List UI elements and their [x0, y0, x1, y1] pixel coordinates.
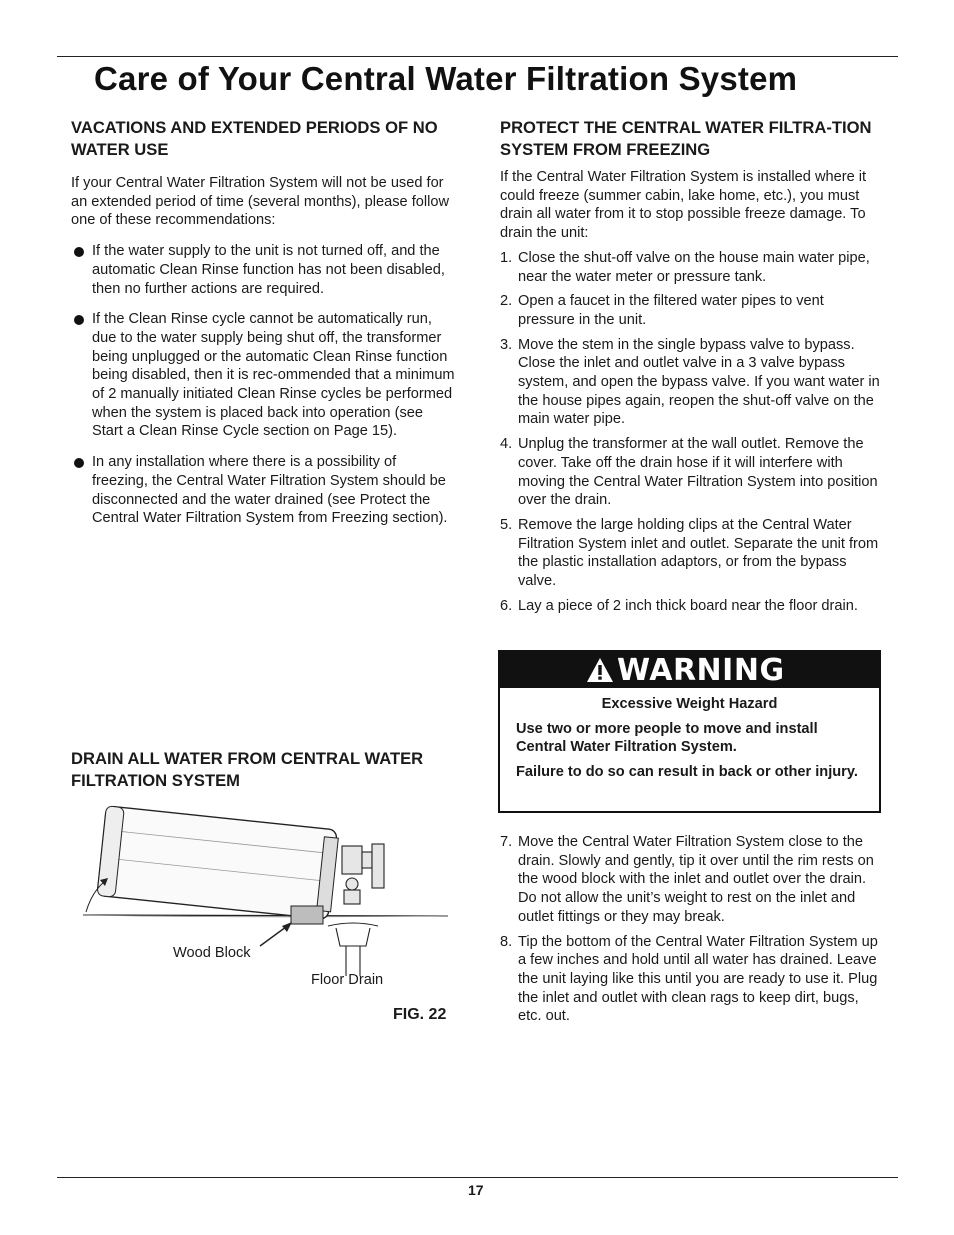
bullet-icon — [74, 315, 84, 325]
label-floor-drain: Floor Drain — [311, 972, 384, 988]
bottom-rule — [57, 1177, 898, 1178]
bullet-icon — [74, 458, 84, 468]
warning-line-1: Use two or more people to move and install Central Water Filtration System. — [516, 720, 818, 756]
list-item: In any installation where there is a possibility of freezing, the Central Water Filtration System should be disconnected and the water drained (see Protect the Central Water Filtration System from Freezing section). — [71, 453, 455, 528]
freezing-heading: PROTECT THE CENTRAL WATER FILTRA-TION SYSTEM FROM FREEZING — [500, 118, 872, 159]
vacations-bullet-list — [71, 242, 455, 528]
vacations-section — [71, 117, 455, 528]
label-wood-block: Wood Block — [173, 945, 251, 961]
warning-body — [500, 688, 879, 782]
figure-caption: FIG. 22 — [393, 1006, 447, 1023]
list-item: If the water supply to the unit is not turned off, and the automatic Clean Rinse function has not been disabled, then no further actions are required. — [71, 242, 455, 298]
bullet-icon — [74, 247, 84, 257]
page-title: Care of Your Central Water Filtration System — [94, 60, 798, 97]
list-item: 1. Close the shut-off valve on the house main water pipe, near the water meter or pressure tank. — [500, 249, 870, 285]
page-number: 17 — [468, 1182, 484, 1198]
drain-figure-illustration — [78, 800, 458, 980]
list-item: 3. Move the stem in the single bypass valve to bypass. Close the inlet and outlet valve in a 3 valve bypass system, and open the bypass valve. If you want water in the house pipes again, reopen the shut-off valve on the main water pipe. — [500, 336, 880, 428]
list-item: 8. Tip the bottom of the Central Water Filtration System up a few inches and hold until all water has drained. Leave the unit laying like this until you are ready to use it. Plug the inlet and outlet with clean rags to keep dirt, bugs, etc. out. — [500, 933, 878, 1025]
freezing-steps-list — [500, 249, 884, 616]
freezing-section — [500, 117, 884, 615]
warning-triangle-icon — [586, 657, 614, 683]
list-item: 4. Unplug the transformer at the wall outlet. Remove the cover. Take off the drain hose if it will interfere with moving the Central Water Filtration System into position over the drain. — [500, 436, 878, 509]
freezing-steps-list-continued — [500, 833, 884, 1026]
warning-line-2: Failure to do so can result in back or other injury. — [516, 764, 858, 781]
warning-box — [498, 650, 881, 813]
drain-section — [71, 748, 455, 792]
vacations-intro: If your Central Water Filtration System will not be used for an extended period of time (several months), please follow one of these recommendations: — [71, 175, 450, 229]
warning-banner-text: WARNING — [617, 653, 785, 688]
warning-hazard: Excessive Weight Hazard — [601, 696, 778, 712]
drain-heading: DRAIN ALL WATER FROM CENTRAL WATER FILTRATION SYSTEM — [71, 749, 424, 790]
list-item: 2. Open a faucet in the filtered water pipes to vent pressure in the unit. — [500, 293, 824, 328]
vacations-heading: VACATIONS AND EXTENDED PERIODS OF NO WATER USE — [71, 118, 438, 159]
list-item: 6. Lay a piece of 2 inch thick board near the floor drain. — [500, 597, 858, 614]
list-item: 5. Remove the large holding clips at the Central Water Filtration System inlet and outlet. Separate the unit from the plastic installation adaptors, or from the bypass valve. — [500, 516, 879, 590]
warning-banner — [500, 652, 879, 688]
list-item: If the Clean Rinse cycle cannot be automatically run, due to the water supply being shut off, the transformer being unplugged or the automatic Clean Rinse function being disabled, then it is rec-ommended that a minimum of 2 manually initiated Clean Rinse cycles be performed when the system is placed back into operation (see Start a Clean Rinse Cycle section on Page 15). — [71, 310, 455, 441]
freezing-intro: If the Central Water Filtration System is installed where it could freeze (summer cabin, lake home, etc.), you must drain all water from it to stop possible freeze damage. To drain the unit: — [500, 169, 867, 242]
top-rule — [57, 56, 898, 57]
list-item: 7. Move the Central Water Filtration System close to the drain. Slowly and gently, tip it over until the rim rests on the wood block with the inlet and outlet over the drain. Do not allow the unit’s weight to rest on the inlet and outlet fittings or they may break. — [500, 834, 874, 925]
freezing-steps-continued — [500, 833, 884, 1026]
